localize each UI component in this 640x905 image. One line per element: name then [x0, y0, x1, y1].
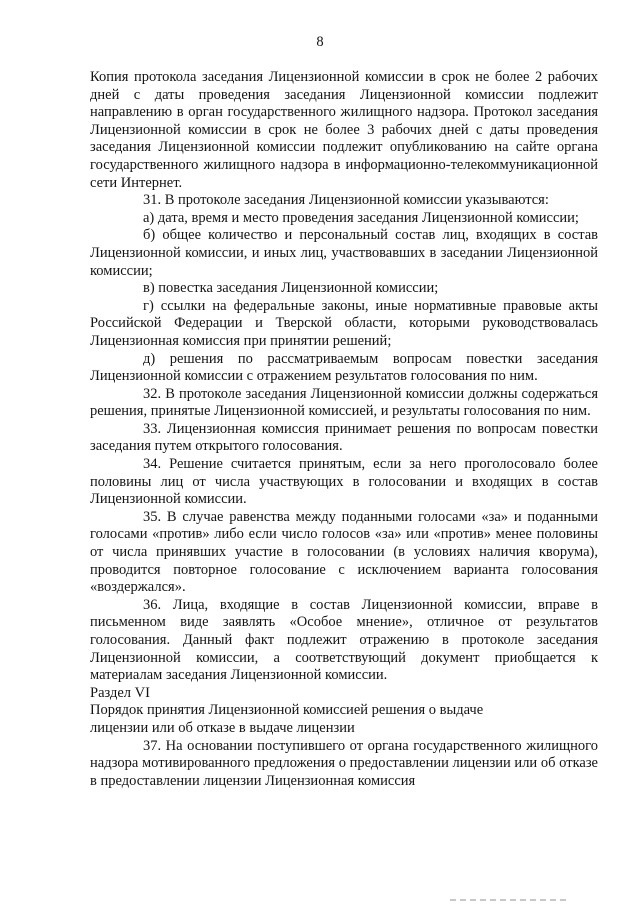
document-body: [90, 69, 598, 790]
paragraph-31-d: д) решения по рассматриваемым вопросам повестки заседания Лицензионной комиссии с отражением результатов голосования по ним.: [90, 350, 598, 385]
paragraph-35: 35. В случае равенства между поданными голосами «за» и поданными голосами «против» либо если число голосов «за» или «против» менее половины от числа принявших участие в голосовании (в условиях наличия кворума), проводится повторное голосование с исключением варианта голосования «воздержался».: [90, 508, 598, 596]
paragraph-31: 31. В протоколе заседания Лицензионной комиссии указываются:: [143, 192, 549, 209]
paragraph-protocol-copy: Копия протокола заседания Лицензионной комиссии в срок не более 2 рабочих дней с даты проведения заседания Лицензионной комиссии подлежит направлению в орган государственного жилищного надзора. Протокол заседания Лицензионной комиссии в срок не более 3 рабочих дней с даты проведения заседания Лицензионной комиссии подлежит опубликованию на сайте органа государственного жилищного надзора в информационно-телекоммуникационной сети Интернет.: [90, 69, 598, 191]
paragraph-33: 33. Лицензионная комиссия принимает решения по вопросам повестки заседания путем открытого голосования.: [90, 420, 598, 455]
scan-artifact: [450, 899, 570, 901]
paragraph-36: 36. Лица, входящие в состав Лицензионной комиссии, вправе в письменном виде заявлять «Особое мнение», отличное от результатов голосования. Данный факт подлежит отражению в протоколе заседания Лицензионной комиссии, а соответствующий документ приобщается к материалам заседания Лицензионной комиссии.: [90, 596, 598, 684]
paragraph-31-a: а) дата, время и место проведения заседания Лицензионной комиссии;: [143, 209, 579, 226]
page-number: 8: [316, 34, 324, 50]
section-title-line-2: лицензии или об отказе в выдаче лицензии: [90, 719, 355, 736]
paragraph-31-g: г) ссылки на федеральные законы, иные нормативные правовые акты Российской Федерации и Тверской области, которыми руководствовалась Лицензионная комиссия при принятии решений;: [90, 297, 598, 349]
section-title: [90, 702, 598, 737]
paragraph-31-v: в) повестка заседания Лицензионной комиссии;: [143, 280, 439, 297]
paragraph-31-b: б) общее количество и персональный состав лиц, входящих в состав Лицензионной комиссии, и иных лиц, участвовавших в заседании Лицензионной комиссии;: [90, 227, 598, 279]
paragraph-34: 34. Решение считается принятым, если за него проголосовало более половины лиц от числа участвующих в голосовании и входящих в состав Лицензионной комиссии.: [90, 456, 598, 508]
paragraph-32: 32. В протоколе заседания Лицензионной комиссии должны содержаться решения, принятые Лицензионной комиссией, и результаты голосования по ним.: [90, 385, 598, 420]
section-number: Раздел VI: [90, 684, 150, 701]
section-title-line-1: Порядок принятия Лицензионной комиссией решения о выдаче: [90, 702, 484, 719]
paragraph-37: 37. На основании поступившего от органа государственного жилищного надзора мотивированного предложения о предоставлении лицензии или об отказе в предоставлении лицензии Лицензионная комиссия: [90, 737, 598, 789]
